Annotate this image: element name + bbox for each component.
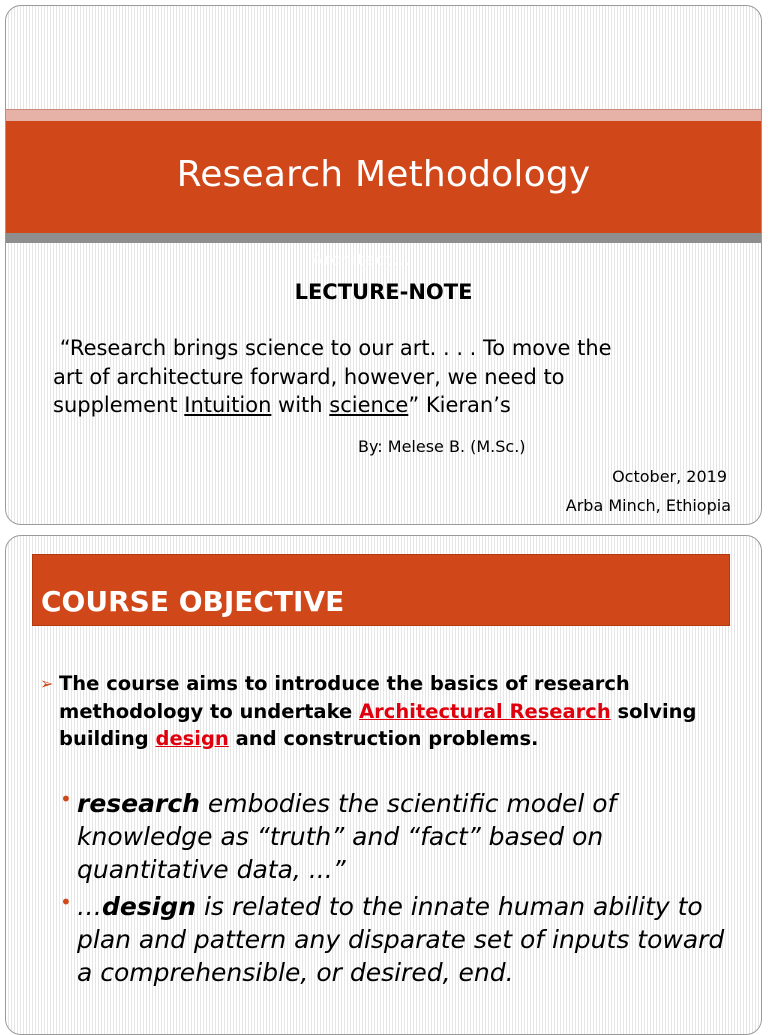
slide-title-text: Research Methodology	[176, 153, 591, 195]
architectural-research-link: Architectural Research	[359, 699, 611, 723]
quote-intuition: Intuition	[184, 393, 272, 417]
quote-line-1: “Research brings science to our art. . . . To move the	[59, 336, 612, 360]
location-text: Arba Minch, Ethiopia	[565, 496, 731, 515]
quote	[53, 334, 733, 420]
list-item: • research embodies the scientific model of knowledge as “truth” and “fact” based on quantitative data, ...”	[60, 787, 740, 886]
arrow-bullet-icon: ➢	[40, 674, 54, 693]
objective-heading: COURSE OBJECTIVE	[41, 584, 345, 618]
objective-lead-paragraph: ➢ The course aims to introduce the basics of research methodology to undertake Architectural Research solving building design and construction problems.	[40, 672, 697, 750]
objective-heading-band	[32, 554, 730, 626]
design-link: design	[155, 727, 229, 750]
slide-title	[5, 5, 762, 525]
bullet-dot-icon: •	[60, 787, 72, 811]
date-text: October, 2019	[612, 467, 727, 486]
quote-line-3: supplement Intuition with science” Kieran’s	[53, 393, 511, 417]
term-design: design	[102, 892, 196, 921]
author-byline: By: Melese B. (M.Sc.)	[358, 437, 526, 456]
slide-course-objective	[5, 535, 762, 1035]
bullet-dot-icon: •	[60, 890, 72, 914]
title-band-bottom-stripe	[6, 233, 761, 243]
subtitle-ghost-text: Architect...	[312, 250, 411, 269]
list-item: • …design is related to the innate human ability to plan and pattern any disparate set of inputs toward a comprehensible, or desired, end.	[60, 890, 740, 989]
quote-science: science	[329, 393, 409, 417]
quote-line-2: art of architecture forward, however, we need to	[53, 364, 565, 389]
title-band	[6, 121, 761, 233]
definition-list	[60, 787, 740, 993]
term-research: research	[77, 789, 200, 818]
lecture-note-heading: LECTURE-NOTE	[294, 280, 473, 304]
